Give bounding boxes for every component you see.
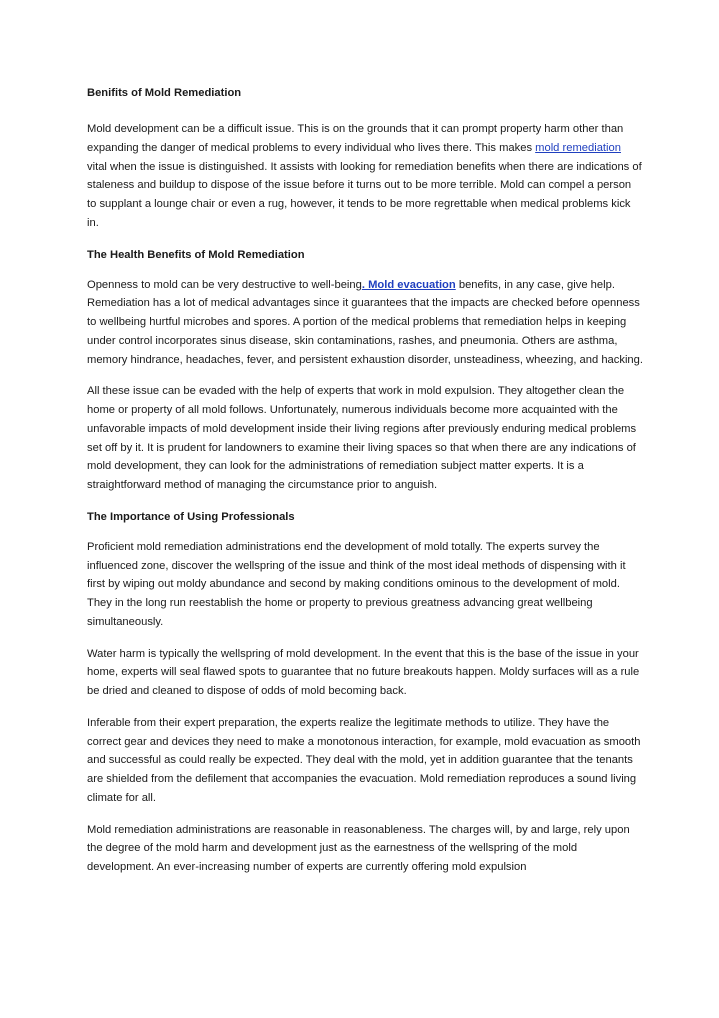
health-paragraph-2: All these issue can be evaded with the help of experts that work in mold expulsion. They altogether clean the home or property of all mold follows. Unfortunately, numerous individuals become more acquainted with the unfavorable impacts of mold development inside their living regions after previously enduring medical problems set off by it. It is prudent for landowners to examine their living spaces so that when there are any indications of mold development, they can look for the administrations of remediation subject matter experts. It is a straightforward method of managing the circumstance prior to anguish. <box>87 385 637 491</box>
professionals-paragraph-3: Inferable from their expert preparation, the experts realize the legitimate methods to utilize. They have the correct gear and devices they need to make a monotonous interaction, for example, mold evacuation as smooth and successful as could really be expected. They deal with the mold, yet in addition guarantee that the tenants are shielded from the defilement that accompanies the evacuation. Mold remediation reproduces a sound living climate for all. <box>87 716 641 804</box>
health-paragraph-1 <box>87 276 643 370</box>
document-title: Benifits of Mold Remediation <box>87 87 242 99</box>
professionals-paragraph-4: Mold remediation administrations are reasonable in reasonableness. The charges will, by and large, rely upon the degree of the mold harm and development just as the earnestness of the wellspring of the mold development. An ever-increasing number of experts are currently offering mold expulsion <box>87 823 630 873</box>
paragraph-text: Mold development can be a difficult issue. This is on the grounds that it can prompt property harm other than expanding the danger of medical problems to every individual who lives there. This makes <box>87 123 624 154</box>
intro-paragraph <box>87 120 643 233</box>
section-heading-professionals: The Importance of Using Professionals <box>87 510 295 523</box>
paragraph-text: benefits, in any case, give help. Remediation has a lot of medical advantages since it guarantees that the impacts are checked before openness to wellbeing hurtful microbes and spores. A portion of the medical problems that remediation helps in keeping under control incorporates sinus disease, skin contaminations, rashes, and pneumonia. Others are asthma, memory hindrance, headaches, fever, and persistent exhaustion disorder, unsteadiness, wheezing, and hacking. <box>87 278 643 366</box>
mold-remediation-link[interactable]: mold remediation <box>535 141 621 154</box>
mold-evacuation-link[interactable]: . Mold evacuation <box>361 278 456 291</box>
professionals-paragraph-2: Water harm is typically the wellspring of mold development. In the event that this is the base of the issue in your home, experts will seal flawed spots to guarantee that no future breakouts happen. Moldy surfaces will as a rule be dried and cleaned to dispose of odds of mold becoming back. <box>87 647 640 697</box>
paragraph-text: vital when the issue is distinguished. It assists with looking for remediation benefits when there are indications of staleness and buildup to dispose of the issue before it turns out to be more terrible. Mold can compel a person to supplant a lounge chair or even a rug, however, it tends to be more regrettable when medical problems kick in. <box>87 160 642 229</box>
professionals-paragraph-1: Proficient mold remediation administrations end the development of mold totally. The experts survey the influenced zone, discover the wellspring of the issue and think of the most ideal methods of dispensing with it first by wiping out moldy abundance and second by making conditions ominous to the development of mold. They in the long run reestablish the home or property to previous greatness advancing great wellbeing simultaneously. <box>87 540 626 628</box>
section-heading-health-benefits: The Health Benefits of Mold Remediation <box>87 248 305 261</box>
document-page <box>87 84 643 890</box>
paragraph-text: Openness to mold can be very destructive to well-being <box>87 278 362 291</box>
